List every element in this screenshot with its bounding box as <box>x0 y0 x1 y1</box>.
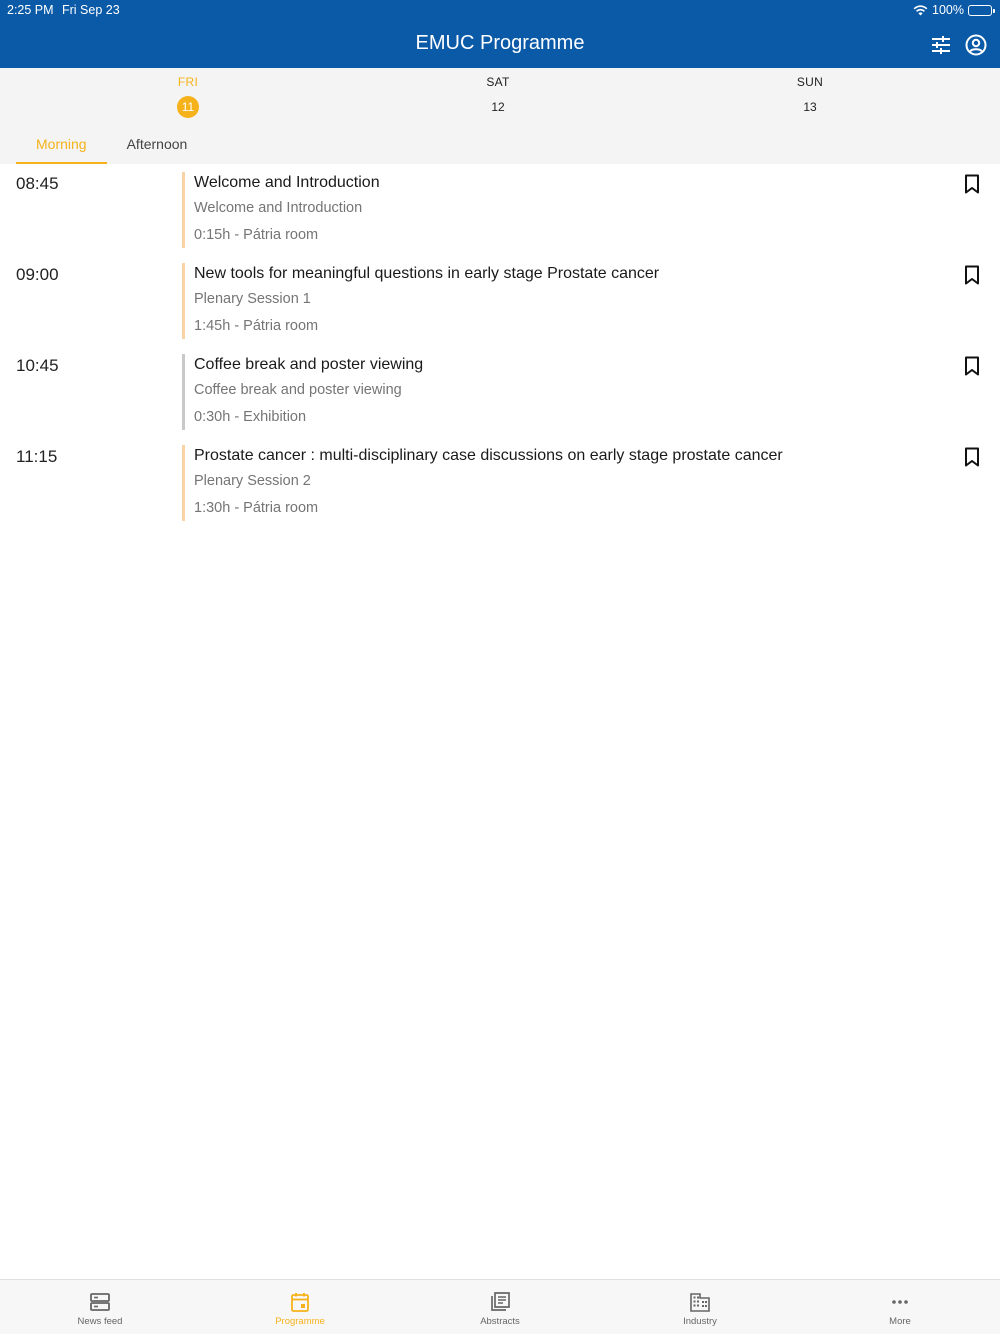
period-tabs <box>16 132 207 164</box>
sliders-icon[interactable] <box>929 33 953 57</box>
bookmark-icon[interactable] <box>963 265 981 285</box>
battery-percent: 100% <box>932 3 964 17</box>
session-title: Coffee break and poster viewing <box>194 356 424 373</box>
top-bar <box>0 0 1000 68</box>
news-feed-icon <box>89 1291 111 1313</box>
nav-label: More <box>889 1316 911 1327</box>
session-row[interactable] <box>0 164 1000 255</box>
session-location: 1:45h - Pátria room <box>194 318 319 334</box>
building-icon <box>689 1291 711 1313</box>
more-dots-icon <box>889 1291 911 1313</box>
session-title: Welcome and Introduction <box>194 174 380 191</box>
nav-label: Abstracts <box>480 1316 520 1327</box>
session-subtitle: Coffee break and poster viewing <box>194 382 402 398</box>
session-color-bar <box>182 354 185 430</box>
session-color-bar <box>182 172 185 248</box>
session-subtitle: Plenary Session 1 <box>194 291 311 307</box>
nav-more[interactable] <box>800 1280 1000 1335</box>
status-time: 2:25 PM <box>7 3 54 17</box>
bookmark-icon[interactable] <box>963 356 981 376</box>
session-color-bar <box>182 445 185 521</box>
day-fri[interactable] <box>148 75 228 118</box>
nav-abstracts[interactable] <box>400 1280 600 1335</box>
status-bar <box>0 0 1000 20</box>
day-number: 12 <box>491 100 505 114</box>
tab-afternoon[interactable]: Afternoon <box>126 136 188 152</box>
bottom-nav <box>0 1279 1000 1334</box>
session-row[interactable] <box>0 346 1000 437</box>
session-location: 1:30h - Pátria room <box>194 500 319 516</box>
bookmark-icon[interactable] <box>963 447 981 467</box>
nav-label: News feed <box>77 1316 123 1327</box>
session-row[interactable] <box>0 255 1000 346</box>
nav-news-feed[interactable] <box>0 1280 200 1335</box>
day-name: SAT <box>486 75 510 89</box>
nav-label: Industry <box>683 1316 717 1327</box>
session-time: 10:45 <box>16 356 59 375</box>
wifi-icon <box>913 5 928 16</box>
session-location: 0:15h - Pátria room <box>194 227 319 243</box>
session-time: 09:00 <box>16 265 59 284</box>
session-color-bar <box>182 263 185 339</box>
tab-morning[interactable]: Morning <box>16 132 107 164</box>
session-row[interactable] <box>0 437 1000 528</box>
status-date: Fri Sep 23 <box>62 3 120 17</box>
session-time: 11:15 <box>16 447 58 466</box>
status-right <box>913 3 992 17</box>
day-sat[interactable] <box>458 75 538 118</box>
session-subtitle: Plenary Session 2 <box>194 473 311 489</box>
day-name: SUN <box>796 75 824 89</box>
session-title: Prostate cancer : multi-disciplinary case discussions on early stage prostate cancer <box>194 447 783 464</box>
bookmark-icon[interactable] <box>963 174 981 194</box>
session-time: 08:45 <box>16 174 59 193</box>
session-location: 0:30h - Exhibition <box>194 409 307 425</box>
day-sun[interactable] <box>770 75 850 118</box>
day-number: 13 <box>803 100 817 114</box>
session-title: New tools for meaningful questions in early stage Prostate cancer <box>194 265 660 282</box>
day-selector <box>0 68 1000 164</box>
account-circle-icon[interactable] <box>964 33 988 57</box>
nav-programme[interactable] <box>200 1280 400 1335</box>
nav-label: Programme <box>275 1316 325 1327</box>
abstracts-icon <box>489 1291 511 1313</box>
day-number: 11 <box>177 96 199 118</box>
nav-industry[interactable] <box>600 1280 800 1335</box>
page-title: EMUC Programme <box>415 32 585 54</box>
calendar-icon <box>289 1291 311 1313</box>
battery-icon <box>968 5 992 16</box>
session-subtitle: Welcome and Introduction <box>194 200 363 216</box>
day-name: FRI <box>177 75 199 89</box>
